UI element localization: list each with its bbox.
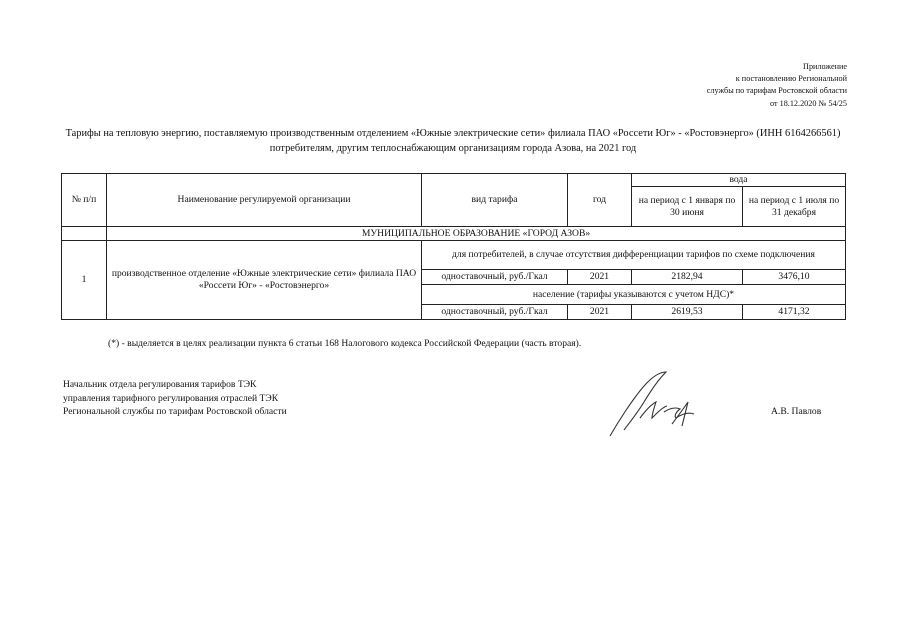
section2-period1: 2619,53 — [632, 305, 743, 320]
organization-name: производственное отделение «Южные электрические сети» филиала ПАО «Россети Юг» - «Ростовэнерго» — [107, 241, 422, 320]
row-number: 1 — [62, 241, 107, 320]
municipality-row — [62, 227, 846, 241]
signer-line-1: Начальник отдела регулирования тарифов ТЭК — [63, 379, 257, 390]
header-row-1 — [62, 174, 846, 187]
signer-name: А.В. Павлов — [771, 406, 822, 417]
signer-line-3: Региональной службы по тарифам Ростовской области — [63, 406, 287, 417]
header-org: Наименование регулируемой организации — [107, 174, 422, 227]
signer-line-2: управления тарифного регулирования отраслей ТЭК — [63, 392, 279, 404]
municipality-num-cell — [62, 227, 107, 241]
handwritten-signature — [600, 366, 710, 438]
section2-year: 2021 — [568, 305, 632, 320]
header-num: № п/п — [62, 174, 107, 227]
appendix-line-1: Приложение — [803, 62, 847, 71]
header-period-1: на период с 1 января по 30 июня — [632, 187, 743, 227]
section2-period2: 4171,32 — [743, 305, 846, 320]
municipality-label: МУНИЦИПАЛЬНОЕ ОБРАЗОВАНИЕ «ГОРОД АЗОВ» — [107, 227, 846, 241]
section1-label-row — [62, 241, 846, 270]
section2-label: население (тарифы указываются с учетом НДС)* — [422, 285, 846, 305]
section1-year: 2021 — [568, 270, 632, 285]
appendix-line-2: к постановлению Региональной — [735, 74, 847, 84]
section1-period2: 3476,10 — [743, 270, 846, 285]
tariff-table — [61, 173, 846, 320]
signer-position — [63, 378, 287, 419]
section1-label: для потребителей, в случае отсутствия дифференциации тарифов по схеме подключения — [422, 241, 846, 270]
header-period-2: на период с 1 июля по 31 декабря — [743, 187, 846, 227]
section2-type: одноставочный, руб./Гкал — [422, 305, 568, 320]
document-title: Тарифы на тепловую энергию, поставляемую производственным отделением «Южные электрические сети» филиала ПАО «Россети Юг» - «Ростовэнерго» (ИНН 6164266561) потребителям, другим теплоснабжающим организациям города Азова, на 2021 год — [65, 128, 841, 154]
appendix-line-4: от 18.12.2020 № 54/25 — [769, 98, 847, 108]
appendix-line-3: службы по тарифам Ростовской области — [706, 86, 847, 96]
header-year: год — [568, 174, 632, 227]
header-water-group: вода — [632, 174, 846, 187]
header-tariff-type: вид тарифа — [422, 174, 568, 227]
appendix-note — [707, 61, 847, 110]
footnote: (*) - выделяется в целях реализации пункта 6 статьи 168 Налогового кодекса Российской Федерации (часть вторая). — [108, 338, 582, 349]
section1-type: одноставочный, руб./Гкал — [422, 270, 568, 285]
section1-period1: 2182,94 — [632, 270, 743, 285]
